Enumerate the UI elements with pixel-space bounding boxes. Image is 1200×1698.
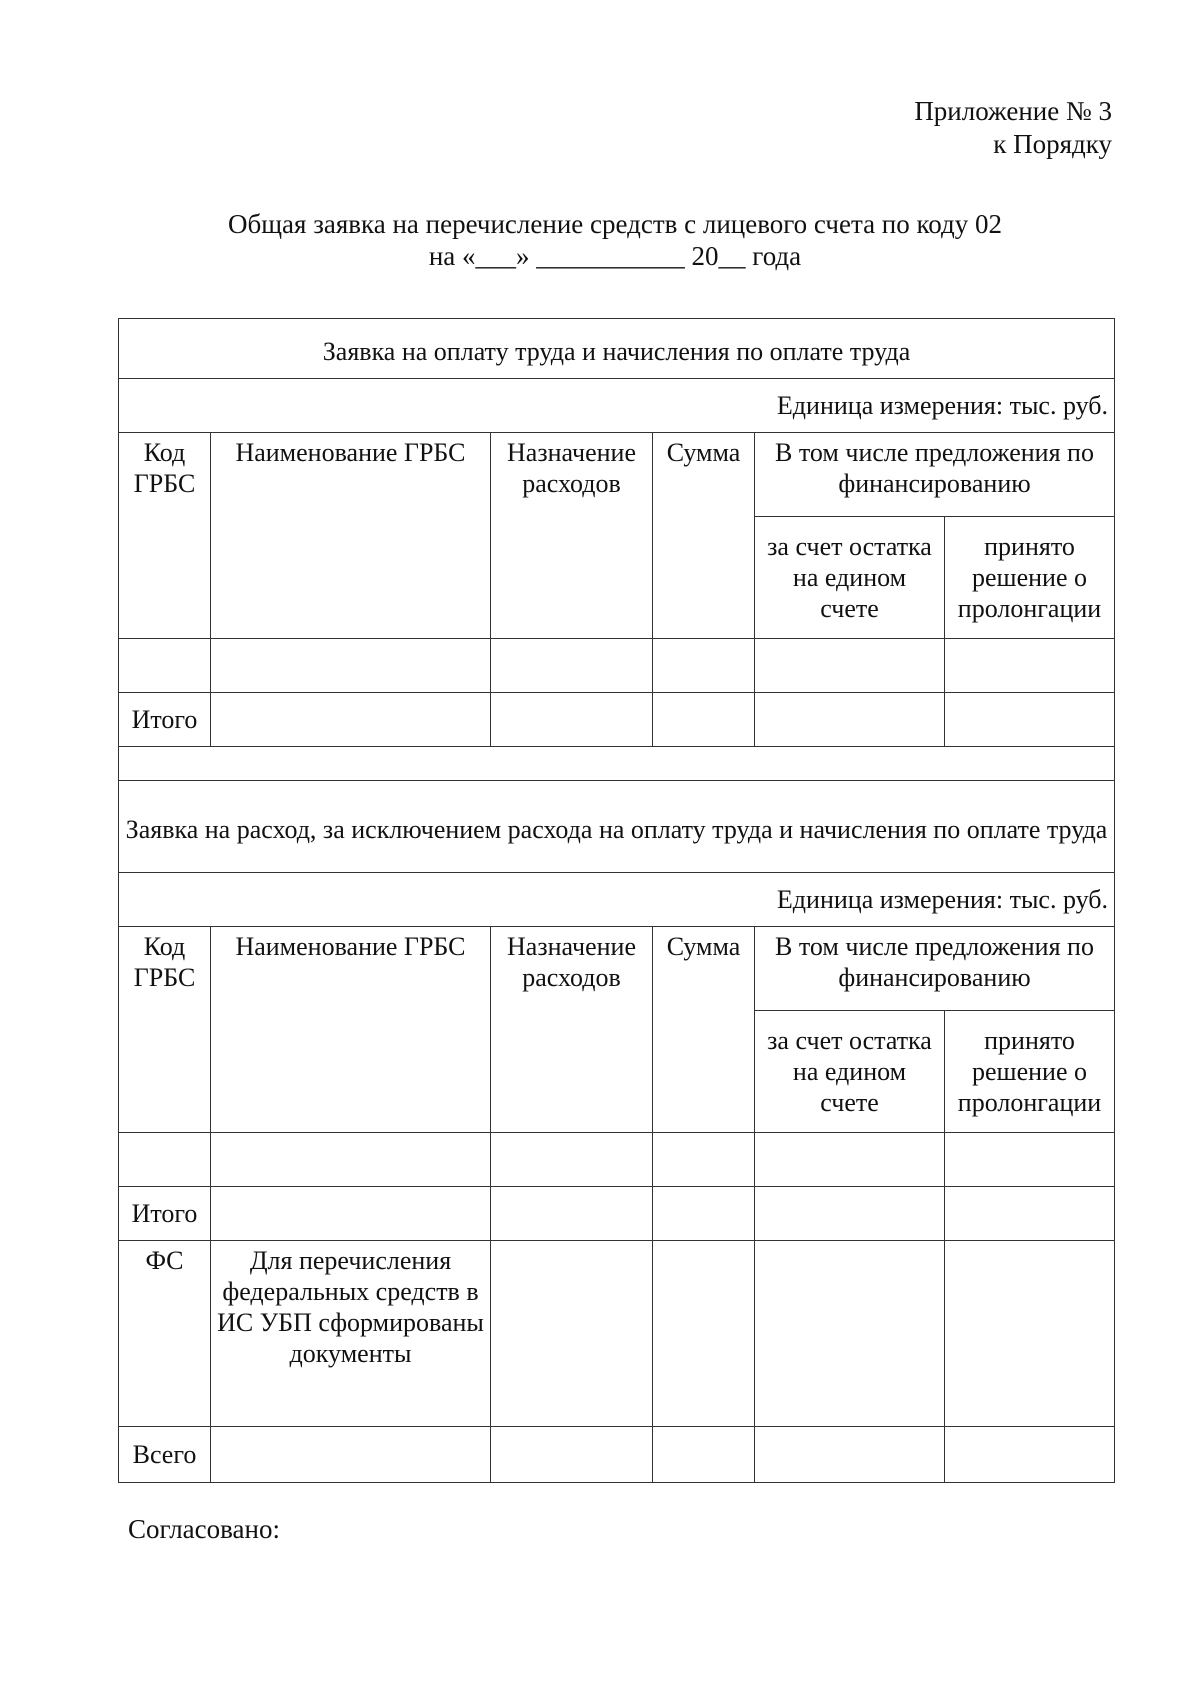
section2-cell-name [211, 1133, 491, 1187]
section2-grand-total-sum [653, 1427, 755, 1483]
section2-title: Заявка на расход, за исключением расхода на оплату труда и начисления по оплате труда [119, 781, 1115, 873]
section2-fs-purpose [491, 1241, 653, 1427]
section2-unit-row [119, 873, 1115, 927]
section1-col-name: Наименование ГРБС [211, 433, 491, 639]
section2-col-remaining: за счет остатка на едином счете [755, 1011, 945, 1133]
section2-grand-total-prolongation [945, 1427, 1115, 1483]
section2-fs-sum [653, 1241, 755, 1427]
section1-total-name [211, 693, 491, 747]
section1-cell-remaining [755, 639, 945, 693]
section1-total-label: Итого [119, 693, 211, 747]
document-title [0, 208, 1200, 272]
section1-cell-prolongation [945, 639, 1115, 693]
section2-cell-remaining [755, 1133, 945, 1187]
section2-total-purpose [491, 1187, 653, 1241]
section2-cell-code [119, 1133, 211, 1187]
appendix-number: Приложение № 3 [914, 96, 1112, 126]
section2-cell-purpose [491, 1133, 653, 1187]
section1-total-row [119, 693, 1115, 747]
section2-col-sum: Сумма [653, 927, 755, 1133]
section2-total-row [119, 1187, 1115, 1241]
section2-grand-total-label: Всего [119, 1427, 211, 1483]
section2-total-label: Итого [119, 1187, 211, 1241]
section2-grand-total-row [119, 1427, 1115, 1483]
section1-col-code: Код ГРБС [119, 433, 211, 639]
section1-title: Заявка на оплату труда и начисления по оплате труда [119, 319, 1115, 379]
section2-cell-prolongation [945, 1133, 1115, 1187]
section2-fs-text: Для перечисления федеральных средств в ИС УБП сформированы документы [211, 1241, 491, 1427]
section1-header-row [119, 433, 1115, 517]
section2-total-prolongation [945, 1187, 1115, 1241]
section2-title-row [119, 781, 1115, 873]
section1-col-purpose: Назначение расходов [491, 433, 653, 639]
section1-col-prolongation: принято решение о пролонгации [945, 517, 1115, 639]
section2-header-row [119, 927, 1115, 1011]
section2-fs-prolongation [945, 1241, 1115, 1427]
section2-col-purpose: Назначение расходов [491, 927, 653, 1133]
appendix-reference: к Порядку [993, 129, 1112, 159]
section2-total-name [211, 1187, 491, 1241]
section2-data-row [119, 1133, 1115, 1187]
section1-total-prolongation [945, 693, 1115, 747]
document-title-date: на «___» ___________ 20__ года [428, 241, 802, 271]
section2-total-sum [653, 1187, 755, 1241]
section1-cell-purpose [491, 639, 653, 693]
section1-title-row [119, 319, 1115, 379]
section2-grand-total-remaining [755, 1427, 945, 1483]
section-spacer [119, 747, 1115, 781]
section1-unit-row [119, 379, 1115, 433]
section2-fs-remaining [755, 1241, 945, 1427]
section2-unit: Единица измерения: тыс. руб. [119, 873, 1115, 927]
section1-total-purpose [491, 693, 653, 747]
section1-col-remaining: за счет остатка на едином счете [755, 517, 945, 639]
section1-cell-sum [653, 639, 755, 693]
section1-data-row [119, 639, 1115, 693]
section2-grand-total-purpose [491, 1427, 653, 1483]
section2-fs-row [119, 1241, 1115, 1427]
appendix-note [914, 95, 1112, 161]
section2-grand-total-name [211, 1427, 491, 1483]
document-title-main: Общая заявка на перечисление средств с лицевого счета по коду 02 [228, 209, 1002, 239]
section1-col-including: В том числе предложения по финансированию [755, 433, 1115, 517]
section2-col-prolongation: принято решение о пролонгации [945, 1011, 1115, 1133]
section1-cell-name [211, 639, 491, 693]
section2-col-name: Наименование ГРБС [211, 927, 491, 1133]
section1-total-sum [653, 693, 755, 747]
request-form-table [118, 318, 1115, 1483]
section2-cell-sum [653, 1133, 755, 1187]
section-spacer-row [119, 747, 1115, 781]
section2-total-remaining [755, 1187, 945, 1241]
section1-total-remaining [755, 693, 945, 747]
section2-col-including: В том числе предложения по финансированию [755, 927, 1115, 1011]
section1-cell-code [119, 639, 211, 693]
section1-col-sum: Сумма [653, 433, 755, 639]
section2-col-code: Код ГРБС [119, 927, 211, 1133]
agreed-label: Согласовано: [128, 1514, 280, 1544]
section2-fs-code: ФС [119, 1241, 211, 1427]
section1-unit: Единица измерения: тыс. руб. [119, 379, 1115, 433]
